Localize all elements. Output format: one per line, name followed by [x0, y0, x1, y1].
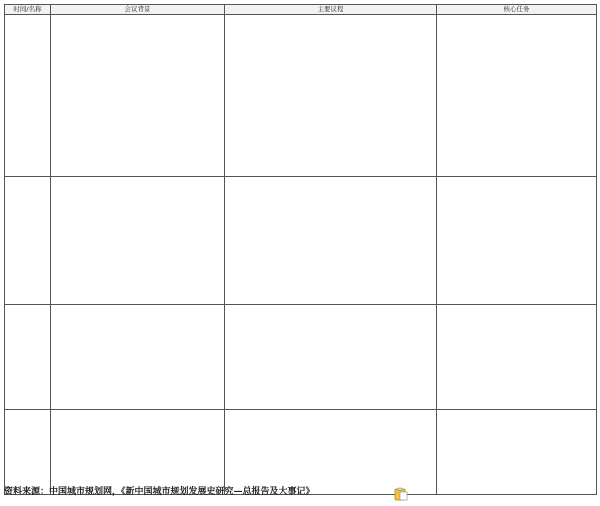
table-cell: [5, 177, 51, 305]
table-cell: [51, 15, 225, 177]
header-cell-time: 时间/名称: [5, 5, 51, 15]
header-cell-agenda: 主要议程: [225, 5, 437, 15]
table-cell: [225, 15, 437, 177]
table-cell: [51, 410, 225, 495]
table-cell: [5, 410, 51, 495]
header-row: [5, 5, 597, 15]
table-cell: [5, 15, 51, 177]
table-row: [5, 15, 597, 177]
table-cell: [51, 177, 225, 305]
clipboard-icon[interactable]: [394, 486, 408, 500]
table-cell: [437, 15, 597, 177]
table-cell: [5, 305, 51, 410]
table-cell: [437, 305, 597, 410]
table-cell: [51, 305, 225, 410]
source-note: 资料来源：中国城市规划网，《新中国城市规划发展史研究—总报告及大事记》: [4, 487, 315, 497]
table-cell: [225, 305, 437, 410]
table-cell: [437, 177, 597, 305]
table-cell: [225, 177, 437, 305]
table-cell: [225, 410, 437, 495]
conference-table: [4, 4, 597, 495]
table-row: [5, 177, 597, 305]
table-cell: [437, 410, 597, 495]
table-row: [5, 305, 597, 410]
header-cell-tasks: 核心任务: [437, 5, 597, 15]
header-cell-background: 会议背景: [51, 5, 225, 15]
table-row: [5, 410, 597, 495]
